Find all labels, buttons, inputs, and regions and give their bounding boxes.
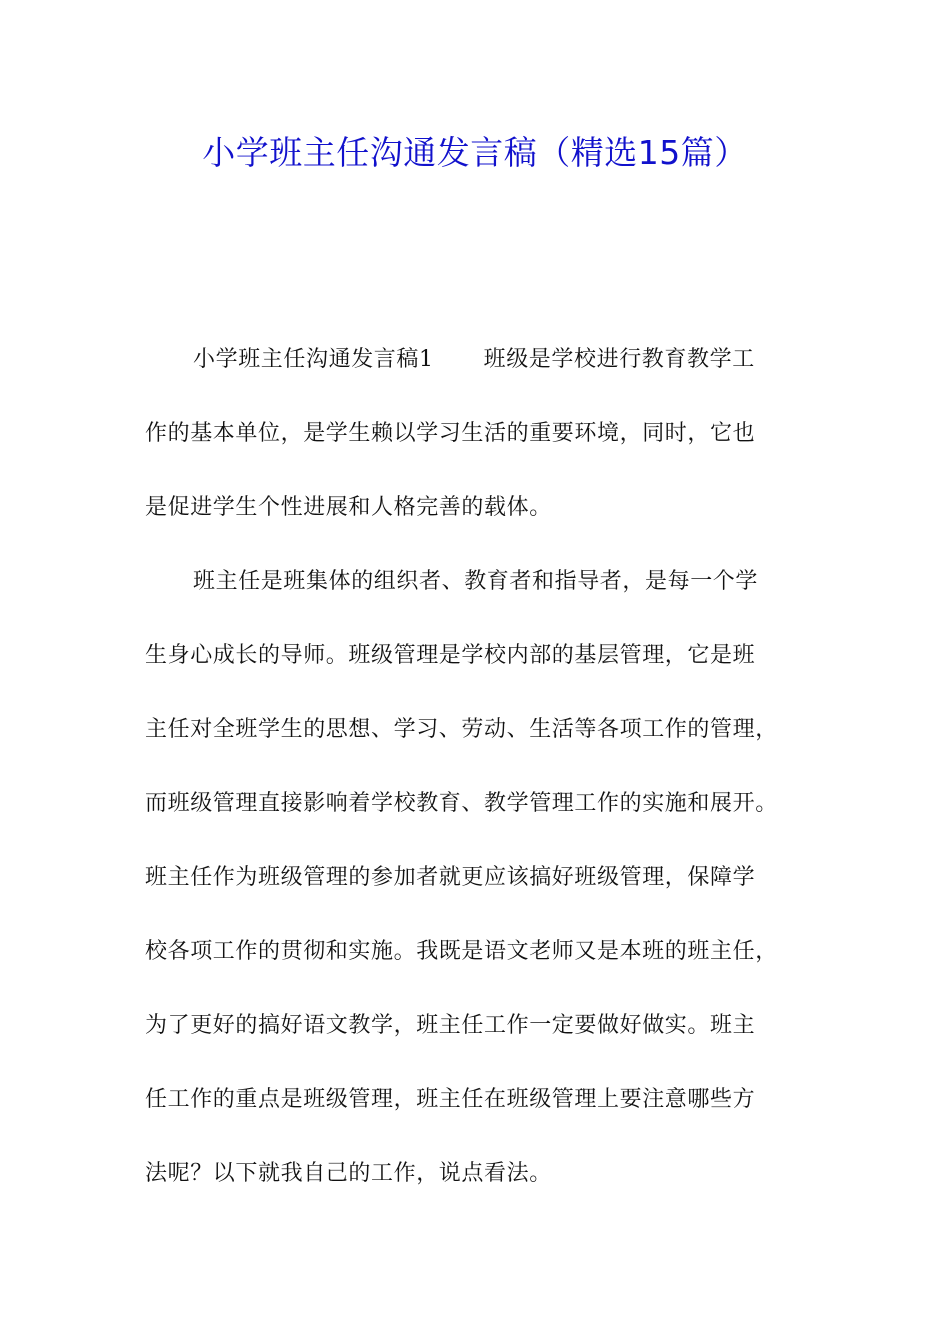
- paragraph-line: 而班级管理直接影响着学校教育、教学管理工作的实施和展开。: [145, 791, 778, 816]
- paragraph-line: 主任对全班学生的思想、学习、劳动、生活等各项工作的管理，: [145, 717, 778, 742]
- paragraph-line: 为了更好的搞好语文教学，班主任工作一定要做好做实。班主: [145, 1013, 756, 1038]
- section-heading: 小学班主任沟通发言稿1: [193, 347, 434, 372]
- paragraph-line: 是促进学生个性进展和人格完善的载体。: [145, 495, 552, 520]
- document-body: [145, 338, 825, 1226]
- paragraph-line-text: 班级是学校进行教育教学工: [483, 347, 755, 372]
- paragraph-line: 生身心成长的导师。班级管理是学校内部的基层管理，它是班: [145, 643, 756, 668]
- paragraph-line: 法呢？以下就我自己的工作，说点看法。: [145, 1161, 552, 1186]
- paragraph-line: 班主任作为班级管理的参加者就更应该搞好班级管理，保障学: [145, 865, 756, 890]
- paragraph-line: [145, 338, 825, 412]
- paragraph-line: 任工作的重点是班级管理，班主任在班级管理上要注意哪些方: [145, 1087, 756, 1112]
- paragraph-line: 班主任是班集体的组织者、教育者和指导者，是每一个学: [193, 569, 759, 594]
- paragraph-line: 作的基本单位，是学生赖以学习生活的重要环境，同时，它也: [145, 421, 756, 446]
- paragraph-line: 校各项工作的贯彻和实施。我既是语文老师又是本班的班主任，: [145, 939, 778, 964]
- document-title: 小学班主任沟通发言稿（精选15篇）: [202, 133, 748, 172]
